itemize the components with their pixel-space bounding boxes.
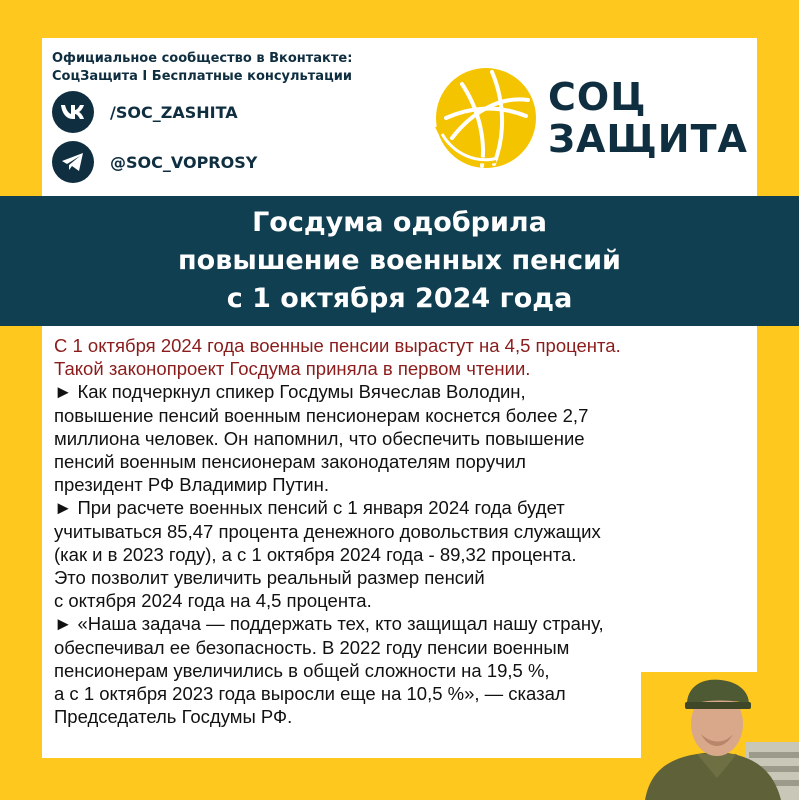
community-info	[52, 50, 412, 86]
vk-handle: /SOC_ZASHITA	[110, 102, 238, 122]
article-line: повышение пенсий военным пенсионерам коснется более 2,7	[54, 404, 589, 426]
article-line: президент РФ Владимир Путин.	[54, 474, 329, 496]
telegram-icon	[52, 141, 94, 183]
headline-line-1: Госдума одобрила	[252, 207, 547, 238]
article-line: с октября 2024 года на 4,5 процента.	[54, 590, 372, 612]
vk-icon	[52, 91, 94, 133]
article-line: пенсий военным пенсионерам законодателям поручил	[54, 451, 526, 473]
article-line: (как и в 2023 году), а с 1 октября 2024 года - 89,32 процента.	[54, 543, 577, 565]
headline-line-3: с 1 октября 2024 года	[226, 283, 573, 314]
article-line: миллиона человек. Он напомнил, что обеспечить повышение	[54, 427, 585, 449]
globe-logo-icon	[432, 64, 540, 172]
official-photo	[641, 672, 799, 800]
headline-line-2: повышение военных пенсий	[178, 245, 621, 276]
community-line-2: СоцЗащита I Бесплатные консультации	[52, 69, 352, 84]
telegram-handle: @SOC_VOPROSY	[110, 152, 258, 172]
lead-line-2: Такой законопроект Госдума приняла в первом чтении.	[54, 358, 531, 380]
logo-line-2: ЗАЩИТА	[548, 117, 748, 161]
telegram-link[interactable]	[52, 141, 257, 183]
article-line: обеспечивал ее безопасность. В 2022 году пенсии военным	[54, 636, 570, 658]
article-line: ► Как подчеркнул спикер Госдумы Вячеслав Володин,	[54, 381, 526, 403]
headline-banner	[0, 196, 799, 326]
article-line: ► «Наша задача — поддержать тех, кто защищал нашу страну,	[54, 613, 604, 635]
article-line: пенсионерам увеличились в общей сложности на 19,5 %,	[54, 659, 550, 681]
article-line: Председатель Госдумы РФ.	[54, 706, 293, 728]
article-line: а с 1 октября 2023 года выросли еще на 10,5 %», — сказал	[54, 683, 566, 705]
vk-link[interactable]	[52, 91, 238, 133]
article-line: ► При расчете военных пенсий с 1 января 2024 года будет	[54, 497, 565, 519]
logo-text	[548, 76, 748, 160]
article-line: Это позволит увеличить реальный размер пенсий	[54, 567, 485, 589]
lead-line-1: С 1 октября 2024 года военные пенсии вырастут на 4,5 процента.	[54, 335, 621, 356]
article-body	[54, 334, 759, 728]
logo-line-1: СОЦ	[548, 75, 647, 119]
article-line: учитываться 85,47 процента денежного довольствия служащих	[54, 520, 601, 542]
community-line-1: Официальное сообщество в Вконтакте:	[52, 51, 353, 66]
